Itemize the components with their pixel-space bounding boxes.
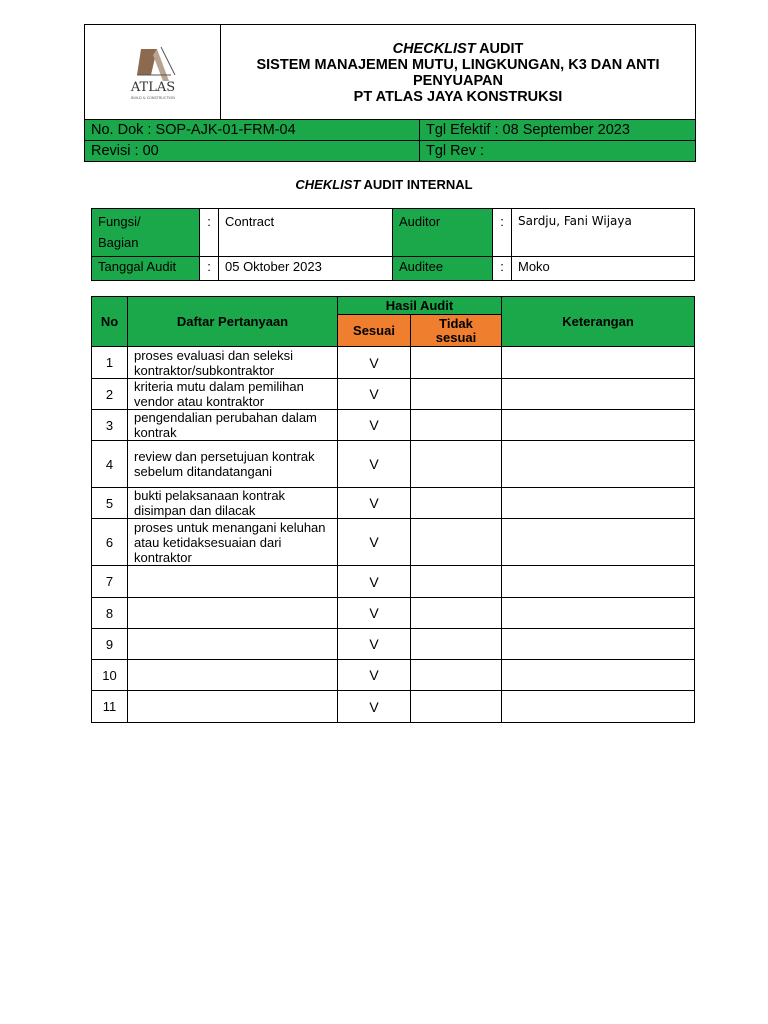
colon: : <box>200 257 219 281</box>
row-tidak-sesuai <box>411 519 502 566</box>
title-italic: CHECKLIST <box>392 41 476 57</box>
row-number: 6 <box>92 519 128 566</box>
svg-text:BUILD & CONSTRUCTION: BUILD & CONSTRUCTION <box>130 96 175 100</box>
table-row <box>92 598 695 629</box>
fungsi-value: Contract <box>219 209 393 257</box>
row-tidak-sesuai <box>411 441 502 488</box>
row-number: 1 <box>92 347 128 379</box>
atlas-logo-icon <box>117 41 189 103</box>
title-line-2: SISTEM MANAJEMEN MUTU, LINGKUNGAN, K3 DAN ANTI <box>256 57 660 73</box>
company-logo <box>85 25 221 119</box>
title-line-3: PENYUAPAN <box>413 73 503 89</box>
row-question: proses untuk menangani keluhan atau ketidaksesuaian dari kontraktor <box>128 519 338 566</box>
row-tidak-sesuai <box>411 660 502 691</box>
row-notes <box>502 441 695 488</box>
row-tidak-sesuai <box>411 691 502 723</box>
title-company: PT ATLAS JAYA KONSTRUKSI <box>353 89 563 105</box>
row-sesuai: V <box>338 519 411 566</box>
row-tidak-sesuai <box>411 598 502 629</box>
row-question: kriteria mutu dalam pemilihan vendor atau kontraktor <box>128 379 338 410</box>
row-question <box>128 660 338 691</box>
table-row <box>92 660 695 691</box>
row-sesuai: V <box>338 629 411 660</box>
row-tidak-sesuai <box>411 410 502 441</box>
row-number: 9 <box>92 629 128 660</box>
row-notes <box>502 629 695 660</box>
table-row <box>92 629 695 660</box>
row-number: 10 <box>92 660 128 691</box>
document-title <box>221 25 695 119</box>
auditee-label: Auditee <box>393 257 493 281</box>
col-result: Hasil Audit <box>338 297 502 315</box>
row-number: 3 <box>92 410 128 441</box>
row-sesuai: V <box>338 598 411 629</box>
doc-number: No. Dok : SOP-AJK-01-FRM-04 <box>85 120 420 140</box>
row-question <box>128 566 338 598</box>
document-header <box>84 24 696 162</box>
row-tidak-sesuai <box>411 566 502 598</box>
table-row <box>92 566 695 598</box>
row-notes <box>502 488 695 519</box>
colon: : <box>493 209 512 257</box>
row-sesuai: V <box>338 410 411 441</box>
table-row <box>92 410 695 441</box>
table-row <box>92 488 695 519</box>
fungsi-label: Fungsi/ Bagian <box>92 209 200 257</box>
table-row <box>92 441 695 488</box>
row-question: review dan persetujuan kontrak sebelum ditandatangani <box>128 441 338 488</box>
row-question <box>128 598 338 629</box>
row-tidak-sesuai <box>411 488 502 519</box>
table-row <box>92 519 695 566</box>
row-sesuai: V <box>338 441 411 488</box>
row-number: 5 <box>92 488 128 519</box>
row-sesuai: V <box>338 379 411 410</box>
row-notes <box>502 519 695 566</box>
effective-date: Tgl Efektif : 08 September 2023 <box>426 122 630 138</box>
auditee-value: Moko <box>512 257 695 281</box>
row-sesuai: V <box>338 566 411 598</box>
row-sesuai: V <box>338 488 411 519</box>
revision: Revisi : 00 <box>85 141 420 161</box>
col-notes: Keterangan <box>502 297 695 347</box>
row-notes <box>502 598 695 629</box>
row-sesuai: V <box>338 347 411 379</box>
table-row <box>92 691 695 723</box>
tanggal-label: Tanggal Audit <box>92 257 200 281</box>
row-question: proses evaluasi dan seleksi kontraktor/subkontraktor <box>128 347 338 379</box>
title-rest: AUDIT <box>475 41 524 57</box>
row-tidak-sesuai <box>411 347 502 379</box>
col-questions: Daftar Pertanyaan <box>128 297 338 347</box>
row-notes <box>502 660 695 691</box>
row-number: 11 <box>92 691 128 723</box>
auditor-value: Sardju, Fani Wijaya <box>512 209 695 257</box>
row-number: 4 <box>92 441 128 488</box>
row-sesuai: V <box>338 691 411 723</box>
auditor-label: Auditor <box>393 209 493 257</box>
audit-checklist-table <box>91 296 695 723</box>
row-number: 8 <box>92 598 128 629</box>
row-question: bukti pelaksanaan kontrak disimpan dan dilacak <box>128 488 338 519</box>
row-notes <box>502 691 695 723</box>
row-question: pengendalian perubahan dalam kontrak <box>128 410 338 441</box>
col-sesuai: Sesuai <box>338 315 411 347</box>
row-number: 2 <box>92 379 128 410</box>
row-notes <box>502 410 695 441</box>
audit-info-table <box>91 208 695 281</box>
row-question <box>128 691 338 723</box>
colon: : <box>493 257 512 281</box>
row-tidak-sesuai <box>411 629 502 660</box>
row-question <box>128 629 338 660</box>
row-notes <box>502 347 695 379</box>
revision-date: Tgl Rev : <box>426 143 485 159</box>
table-row <box>92 347 695 379</box>
section-title <box>0 177 768 192</box>
section-title-rest: AUDIT INTERNAL <box>360 177 473 192</box>
row-number: 7 <box>92 566 128 598</box>
table-row <box>92 379 695 410</box>
row-notes <box>502 566 695 598</box>
row-notes <box>502 379 695 410</box>
row-sesuai: V <box>338 660 411 691</box>
section-title-italic: CHEKLIST <box>295 177 361 192</box>
col-tidak-sesuai: Tidak sesuai <box>411 315 502 347</box>
row-tidak-sesuai <box>411 379 502 410</box>
col-no: No <box>92 297 128 347</box>
colon: : <box>200 209 219 257</box>
tanggal-value: 05 Oktober 2023 <box>219 257 393 281</box>
checklist-body <box>92 347 695 723</box>
svg-text:ATLAS: ATLAS <box>130 80 175 95</box>
